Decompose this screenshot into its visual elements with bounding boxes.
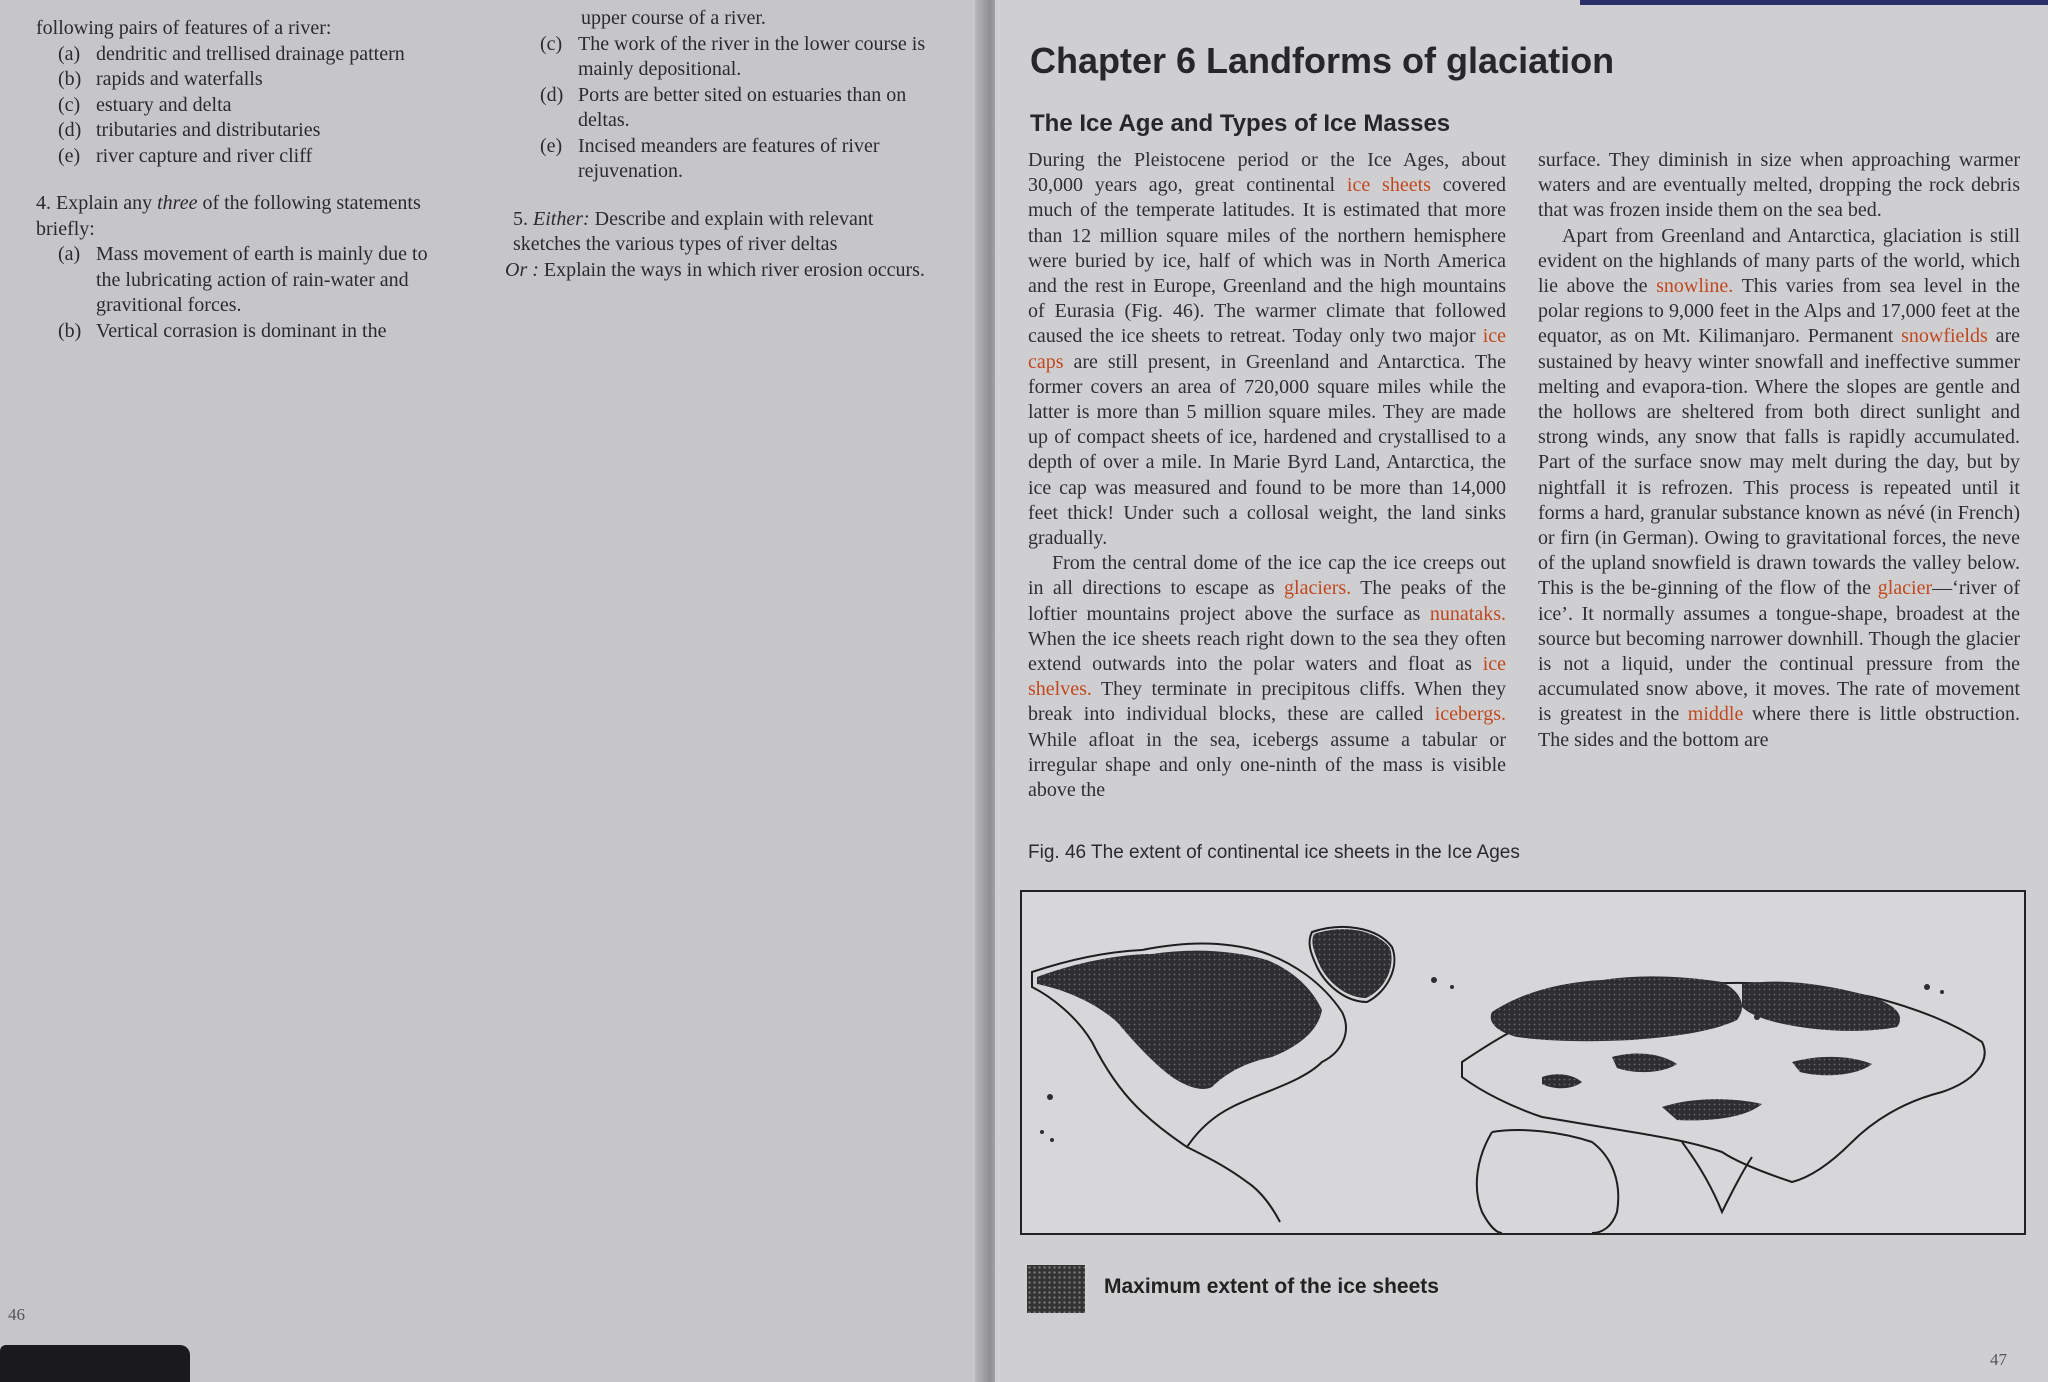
item-label: (d)	[58, 119, 82, 141]
q5-or-text: Explain the ways in which river erosion occurs.	[538, 258, 925, 281]
list-item	[36, 67, 436, 93]
list-item	[36, 118, 436, 144]
continued-line: upper course of a river.	[581, 7, 766, 29]
paragraph	[1028, 148, 1506, 551]
ice-island	[1940, 990, 1944, 994]
text-run: While afloat in the sea, icebergs assume a tabular or irregular shape and only one-ninth of the mass is visible above the	[1028, 728, 1506, 802]
ice-island	[1040, 1130, 1044, 1134]
item-label: (c)	[58, 93, 81, 116]
figure-caption: Fig. 46 The extent of continental ice sheets in the Ice Ages	[1028, 842, 1520, 863]
text-run: From the central dome of the ice cap the ice creeps out in all directions to escape as	[1028, 552, 1506, 600]
list-item	[36, 42, 436, 68]
ice-island	[1047, 1094, 1053, 1100]
legend-swatch	[1027, 1265, 1085, 1313]
list-item	[505, 134, 945, 185]
ice-sheet-alps	[1542, 1074, 1582, 1088]
item-label: (b)	[58, 319, 82, 342]
item-text: Vertical corrasion is dominant in the	[96, 319, 387, 342]
list-item	[36, 93, 436, 119]
item-text: Ports are better sited on estuaries than on deltas.	[578, 83, 907, 131]
text-run: are sustained by heavy winter snowfall and ineffective summer melting and evapora-tion. Where the slopes are gentle and the hollows are sheltered from both direct sunlight and strong winds, any snow that falls is rapidly accumulated. Part of the surface snow may melt during the day, but by nightfall it is refrozen. This process is repeated until it forms a hard, granular substance known as névé (in French) or firn (in German). Owing to gravitational forces, the neve of the upland snowfield is drawn towards the valley below. This is the be-ginning of the flow of the	[1538, 325, 2020, 600]
text-run: where there is little obstruction. The sides and the bottom are	[1538, 703, 2020, 751]
chapter-title: Chapter 6 Landforms of glaciation	[1030, 40, 1615, 81]
ice-island	[1754, 1014, 1760, 1020]
page-number-right: 47	[1990, 1350, 2007, 1369]
item-label: (d)	[540, 83, 564, 106]
africa-outline	[1477, 1130, 1618, 1233]
ice-island	[1431, 977, 1437, 983]
ice-sheet-east-asia	[1792, 1057, 1872, 1075]
term-ice-shelves: ice shelves.	[1028, 653, 1506, 701]
list-item	[36, 242, 436, 319]
ice-island	[1450, 985, 1454, 989]
question-5-or	[505, 258, 945, 284]
question-4	[36, 191, 436, 242]
item-text: rapids and waterfalls	[96, 68, 263, 90]
left-column-2	[505, 6, 945, 283]
ice-sheet-central-asia	[1612, 1053, 1677, 1072]
list-item	[36, 319, 436, 345]
ice-sheet-greenland	[1312, 929, 1391, 998]
term-glaciers: glaciers.	[1284, 577, 1352, 600]
item-text: tributaries and distributaries	[96, 119, 321, 141]
item-text: estuary and delta	[96, 93, 232, 116]
text-run: They terminate in precipitous cliffs. When they break into individual blocks, these are called	[1028, 678, 1506, 726]
term-glacier: glacier	[1877, 577, 1933, 600]
item-label: (e)	[540, 134, 563, 157]
world-map-svg	[1022, 892, 2024, 1233]
page-number-left: 46	[8, 1305, 25, 1324]
text-run: The peaks of the loftier mountains project above the surface as	[1028, 577, 1506, 625]
text-run: covered much of the temperate latitudes. It is estimated that more than 12 million square miles of the northern hemisphere were buried by ice, half of which was in North America and the rest in Europe, Greenland and the high mountains of Eurasia (Fig. 46). The warmer climate that followed caused the ice sheets to retreat. Today only two major	[1028, 174, 1507, 348]
binder-clip	[0, 1345, 190, 1382]
term-snowline: snowline.	[1656, 275, 1734, 298]
ice-sheet-himalaya	[1662, 1099, 1762, 1120]
left-column-1	[36, 16, 436, 344]
item-text: dendritic and trellised drainage pattern	[96, 42, 405, 65]
question-5	[505, 207, 945, 258]
question-intro: following pairs of features of a river:	[36, 17, 332, 39]
text-run: —‘river of ice’. It normally assumes a tongue-shape, broadest at the source but becoming narrower downhill. Though the glacier is not a liquid, under the continual pressure from the accumulated snow above, it moves. The rate of movement is greatest in the	[1538, 577, 2020, 726]
ice-island	[1050, 1138, 1054, 1142]
top-edge-bar	[1580, 0, 2048, 5]
q5-or: Or :	[505, 258, 539, 281]
text-run: During the Pleistocene period or the Ice Ages, about 30,000 years ago, great continental	[1028, 149, 1506, 197]
text-run: This varies from sea level in the polar regions to 9,000 feet in the Alps and 17,000 feet at the equator, as on Mt. Kilimanjaro. Permanent	[1538, 275, 2020, 348]
q5-either: Either:	[533, 207, 590, 230]
item-label: (e)	[58, 144, 81, 167]
paragraph: surface. They diminish in size when approaching warmer waters and are eventually melted, dropping the rock debris that was frozen inside them on the sea bed.	[1538, 149, 2020, 222]
q4-text-after: of the following statements briefly:	[36, 192, 421, 240]
term-nunataks: nunataks.	[1429, 602, 1506, 625]
term-ice-caps: ice caps	[1028, 325, 1506, 373]
term-middle: middle	[1687, 703, 1744, 726]
text-run: Apart from Greenland and Antarctica, glaciation is still evident on the highlands of many parts of the world, which lie above the	[1538, 224, 2020, 298]
item-label: (c)	[540, 32, 563, 55]
right-column-2	[1538, 148, 2020, 753]
list-item	[505, 32, 945, 83]
item-text: The work of the river in the lower course is mainly depositional.	[578, 32, 926, 80]
ice-sheet-extent	[1037, 929, 1900, 1120]
term-ice-sheets: ice sheets	[1346, 174, 1431, 197]
text-run: are still present, in Greenland and Antarctica. The former covers an area of 720,000 square miles while the latter is more than 5 million square miles. They are made up of compact sheets of ice, hardened and crystallised to a depth of over a mile. In Marie Byrd Land, Antarctica, the ice cap was measured and found to be more than 14,000 feet thick! Under such a collosal weight, the land sinks gradually.	[1028, 350, 1506, 550]
central-america-outline	[1187, 1147, 1280, 1222]
q4-text-before: 4. Explain any	[36, 192, 158, 214]
section-title: The Ice Age and Types of Ice Masses	[1030, 110, 1451, 137]
ice-sheet-eurasia	[1491, 976, 1742, 1041]
q4-italic: three	[157, 192, 198, 214]
right-column-1	[1028, 148, 1506, 803]
ice-sheet-north-america	[1037, 951, 1322, 1089]
paragraph	[1538, 224, 2020, 753]
text-run: When the ice sheets reach right down to the sea they often extend outwards into the polar waters and float as	[1028, 627, 1506, 676]
item-text: Incised meanders are features of river rejuvenation.	[578, 134, 880, 182]
list-item	[505, 83, 945, 134]
india-outline	[1682, 1142, 1752, 1212]
item-text: Mass movement of earth is mainly due to the lubricating action of rain-water and gravitional forces.	[96, 243, 428, 316]
ice-sheet-siberia	[1742, 982, 1900, 1031]
term-snowfields: snowfields	[1901, 325, 1988, 348]
item-label: (b)	[58, 68, 82, 90]
item-text: river capture and river cliff	[96, 144, 313, 167]
item-label: (a)	[58, 243, 81, 265]
q5-text: Describe and explain with relevant sketches the various types of river deltas	[513, 207, 874, 255]
paragraph	[1028, 551, 1506, 803]
left-page	[0, 0, 990, 1382]
list-item	[36, 144, 436, 170]
term-icebergs: icebergs.	[1434, 703, 1506, 726]
q5-number: 5.	[513, 207, 533, 230]
item-label: (a)	[58, 42, 81, 65]
legend-label: Maximum extent of the ice sheets	[1104, 1275, 1439, 1298]
ice-island	[1924, 984, 1930, 990]
world-map-figure	[1020, 890, 2026, 1235]
